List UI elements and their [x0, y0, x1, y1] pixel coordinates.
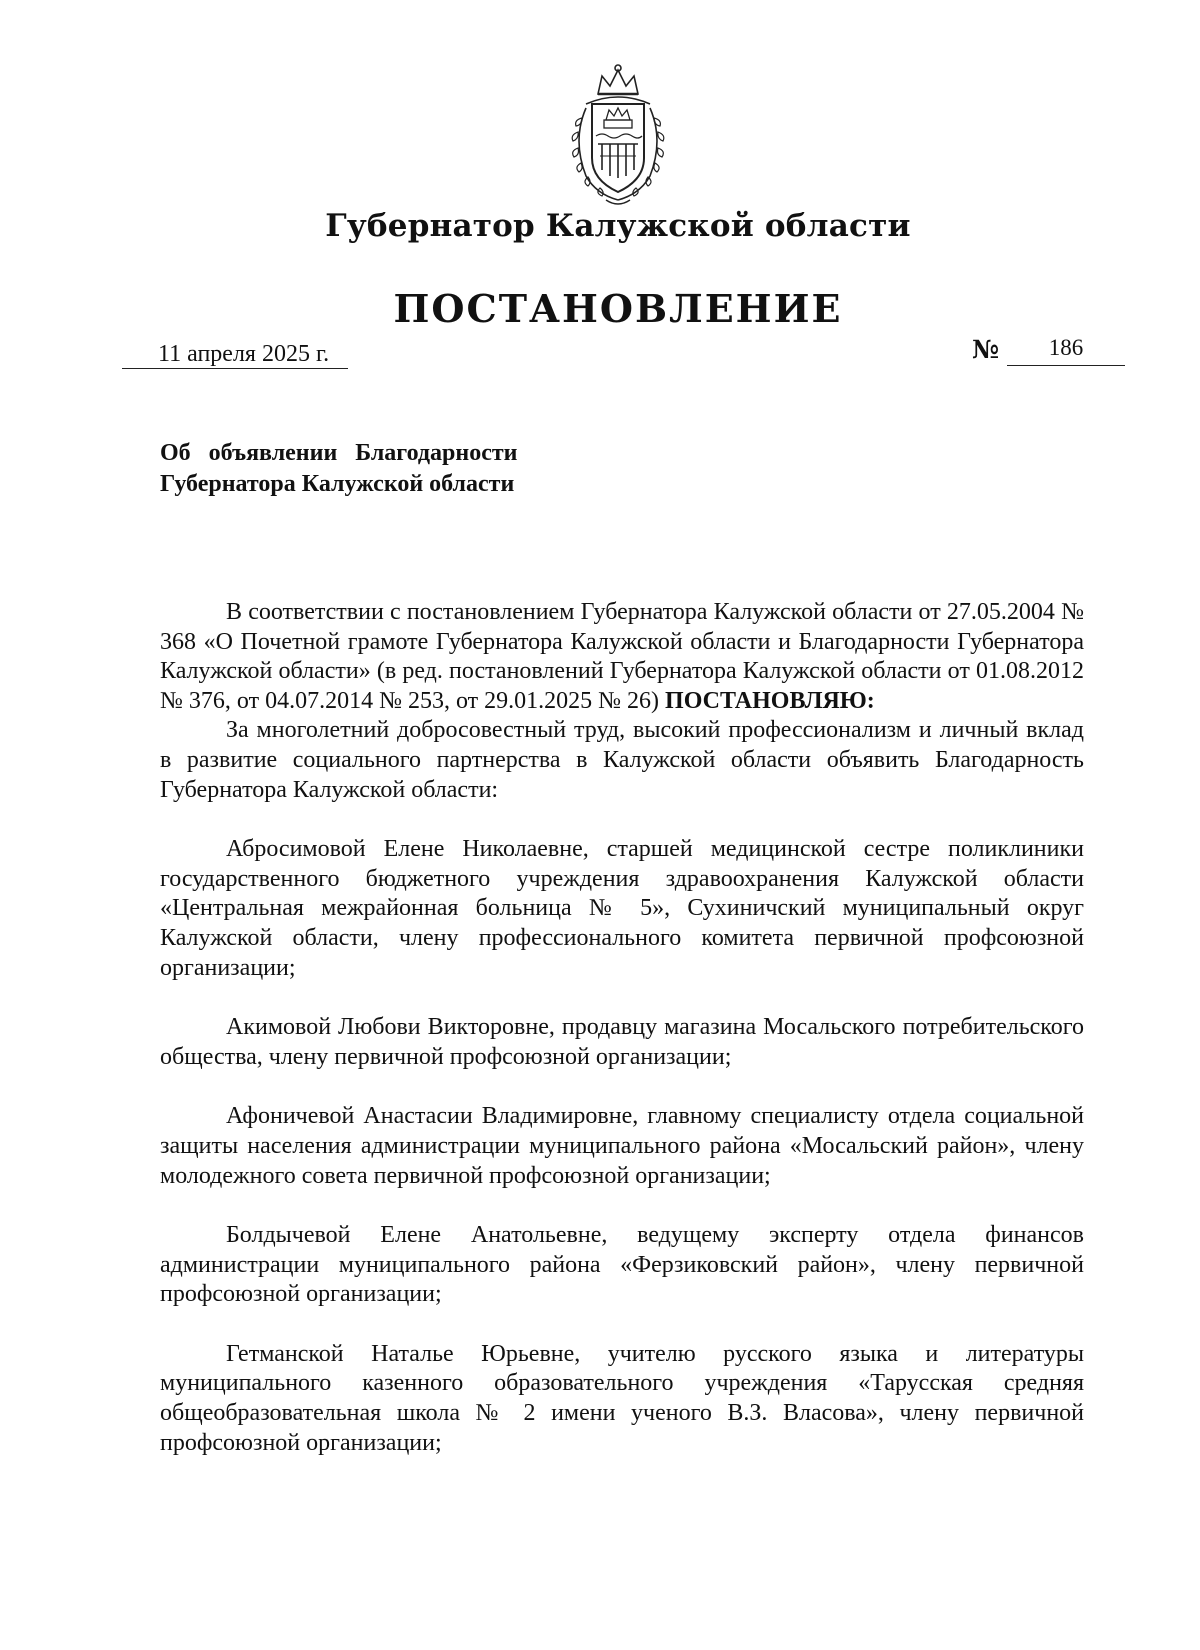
preamble-text: В соответствии с постановлением Губернатора Калужской области от 27.05.2004 № 368 «О Почетной грамоте Губернатора Калужской области и Благодарности Губернатора Калужской области» (в ред. постановлений Губернатора Калужской области от 01.08.2012 № 376, от 04.07.2014 № 253, от 29.01.2025 № 26) [160, 599, 1084, 714]
number-sign: № [972, 335, 1000, 364]
subject-line-2: Губернатора Калужской области [160, 471, 515, 497]
subject-line-1: Об объявлении Благодарности [160, 440, 518, 466]
number-value: 186 [1007, 339, 1125, 366]
intro-paragraph: За многолетний добросовестный труд, высокий профессионализм и личный вклад в развитие социального партнерства в Калужской области объявить Благодарность Губернатора Калужской области: [160, 717, 1084, 803]
issuing-authority: Губернатор Калужской области [325, 208, 911, 244]
recipient-item: Акимовой Любови Викторовне, продавцу магазина Мосальского потребительского общества, члену первичной профсоюзной организации; [160, 1014, 1084, 1070]
document-number [972, 331, 1127, 365]
document-type-title: ПОСТАНОВЛЕНИЕ [393, 286, 843, 331]
document-body [160, 598, 1084, 1458]
decree-word: ПОСТАНОВЛЯЮ: [665, 687, 875, 714]
document-subject [160, 438, 680, 500]
recipient-item: Абросимовой Елене Николаевне, старшей медицинской сестре поликлиники государственного бюджетного учреждения здравоохранения Калужской области «Центральная межрайонная больница № 5», Сухиничский муниципальный округ Калужской области, члену профессионального комитета первичной профсоюзной организации; [160, 836, 1084, 981]
coat-of-arms-icon [556, 60, 680, 210]
recipient-item: Гетманской Наталье Юрьевне, учителю русского языка и литературы муниципального казенного образовательного учреждения «Тарусская средняя общеобразовательная школа № 2 имени ученого В.З. Власова», члену первичной профсоюзной организации; [160, 1340, 1084, 1456]
recipient-item: Афоничевой Анастасии Владимировне, главному специалисту отдела социальной защиты населения администрации муниципального района «Мосальский район», члену молодежного совета первичной профсоюзной организации; [160, 1103, 1084, 1189]
document-date: 11 апреля 2025 г. [122, 340, 348, 369]
preamble-paragraph [160, 598, 1084, 716]
recipient-item: Болдычевой Елене Анатольевне, ведущему эксперту отдела финансов администрации муниципального района «Ферзиковский район», члену первичной профсоюзной организации; [160, 1222, 1084, 1308]
